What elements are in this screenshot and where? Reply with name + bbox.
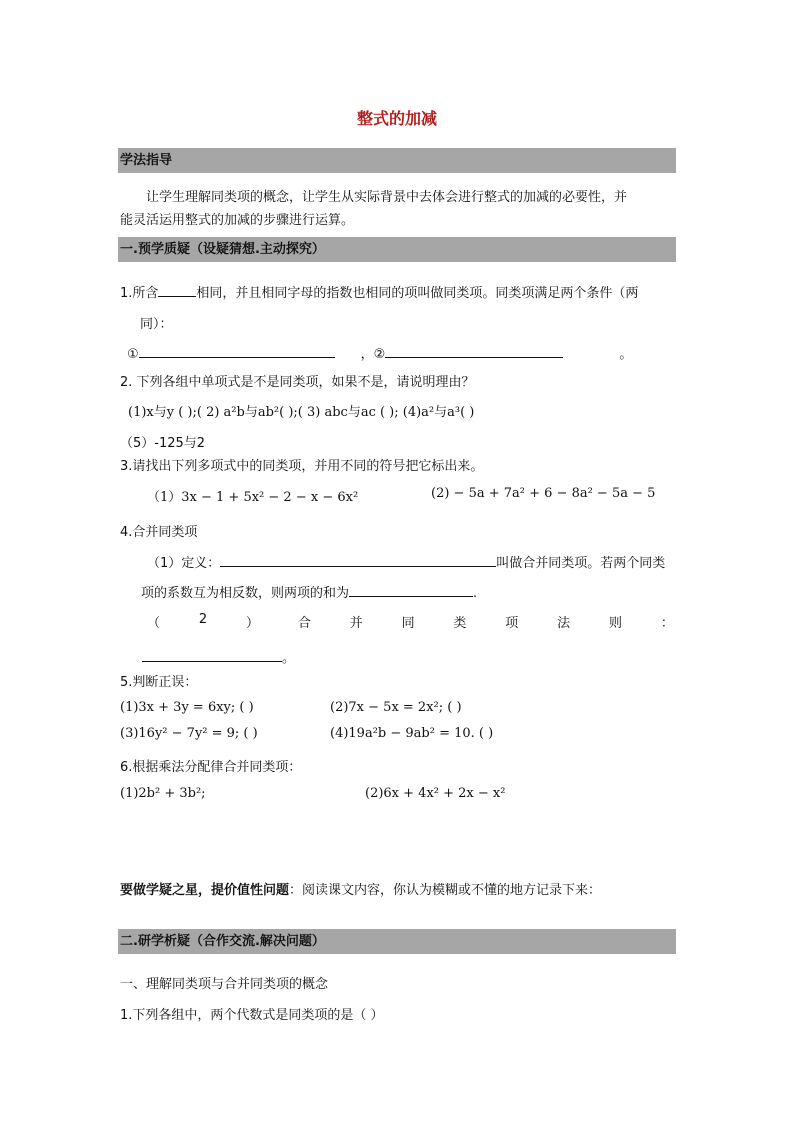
definition-blank[interactable]: [220, 554, 496, 567]
rule-char: 2: [198, 612, 208, 627]
question-3-title: 3.请找出下列多项式中的同类项，并用不同的符号把它标出来。: [120, 459, 484, 474]
rule-blank[interactable]: [142, 649, 282, 662]
question-5-item-2: (2)7x − 5x = 2x²; ( ): [330, 700, 462, 715]
question-6-item-2: (2)6x + 4x² + 2x − x²: [365, 786, 506, 801]
rule-char: 则: [609, 616, 623, 631]
question-4-title: 4.合并同类项: [120, 525, 198, 540]
section-header-study: 二.研学析疑（合作交流.解决问题）: [118, 929, 676, 954]
definition-lead: （1）定义：: [147, 556, 221, 571]
question-3-polynomial-2: (2) − 5a + 7a² + 6 − 8a² − 5a − 5: [431, 486, 656, 501]
definition-line2-text: 项的系数互为相反数，则两项的和为: [141, 586, 350, 601]
question-1-line2: 同）：: [140, 317, 173, 332]
condition-1-blank[interactable]: [139, 345, 335, 358]
sum-blank[interactable]: [349, 584, 473, 597]
rule-end: 。: [282, 651, 296, 666]
question-2-title: 2. 下列各组中单项式是不是同类项，如果不是，请说明理由？: [120, 375, 475, 390]
section-header-preview: 一.预学质疑（设疑猜想.主动探究）: [118, 237, 676, 262]
study-question-1: 1.下列各组中，两个代数式是同类项的是（ ）: [120, 1008, 384, 1023]
question-2-item-5: （5）-125与2: [120, 436, 206, 451]
star-prompt-bold: 要做学疑之星，提价值性问题: [120, 883, 290, 898]
question-6-item-1: (1)2b² + 3b²;: [120, 786, 206, 801]
rule-char: 法: [557, 616, 571, 631]
q1-blank[interactable]: [158, 284, 196, 297]
question-2-items: (1)x与y ( );( 2) a²b与ab²( );( 3) abc与ac ( ); (4)a²与a³( ): [128, 405, 475, 420]
conditions-end: 。: [619, 347, 633, 362]
method-paragraph-line2: 能灵活运用整式的加减的步骤进行运算。: [120, 213, 355, 228]
q1-rest: 相同，并且相同字母的指数也相同的项叫做同类项。同类项满足两个条件（两: [196, 286, 639, 301]
rule-char: 项: [505, 616, 519, 631]
question-3-polynomial-1: （1）3x − 1 + 5x² − 2 − x − 6x²: [147, 490, 359, 505]
question-1-conditions: [127, 343, 632, 362]
question-4-rule: [147, 612, 674, 631]
question-4-definition: [147, 552, 665, 571]
section-header-method: 学法指导: [118, 148, 676, 173]
rule-char: （: [147, 616, 161, 631]
question-4-definition-line2: [141, 582, 477, 601]
question-1-line1: [120, 282, 638, 301]
study-subheading: 一、理解同类项与合并同类项的概念: [120, 977, 329, 992]
rule-char: 同: [401, 616, 415, 631]
condition-2-blank[interactable]: [385, 345, 563, 358]
question-5-item-1: (1)3x + 3y = 6xy; ( ): [120, 700, 254, 715]
question-5-item-3: (3)16y² − 7y² = 9; ( ): [120, 726, 258, 741]
circle-one-marker: ①: [127, 347, 139, 362]
rule-char: 并: [349, 616, 363, 631]
question-4-rule-answer: [142, 647, 295, 666]
definition-rest: 叫做合并同类项。若两个同类: [496, 556, 666, 571]
condition-separator: ，②: [360, 347, 386, 362]
question-5-item-4: (4)19a²b − 9ab² = 10. ( ): [330, 726, 494, 741]
definition-line2-end: .: [473, 586, 478, 601]
star-prompt-rest: ：阅读课文内容，你认为模糊或不懂的地方记录下来：: [289, 883, 602, 898]
rule-char: 合: [297, 616, 311, 631]
page-title: 整式的加减: [356, 109, 437, 128]
rule-char: ：: [660, 616, 674, 631]
rule-char: 类: [453, 616, 467, 631]
question-5-title: 5.判断正误：: [120, 675, 198, 690]
q1-lead: 1.所含: [120, 286, 159, 301]
question-6-title: 6.根据乘法分配律合并同类项：: [120, 760, 302, 775]
star-prompt: [120, 879, 601, 898]
method-paragraph-line1: 让学生理解同类项的概念，让学生从实际背景中去体会进行整式的加减的必要性，并: [146, 190, 628, 205]
rule-char: ）: [245, 616, 259, 631]
